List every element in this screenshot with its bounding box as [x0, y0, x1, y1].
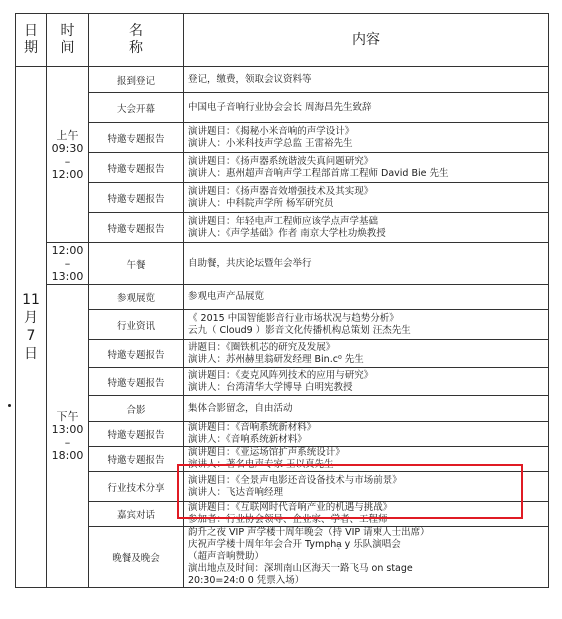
session-content [184, 183, 549, 213]
session-name: 大会开幕 [89, 93, 184, 123]
session-name: 特邀专题报告 [89, 340, 184, 368]
session-content [184, 527, 549, 588]
header-date-char-2: 期 [24, 40, 38, 56]
content-line: 演讲人：惠州超声音响声学工程部首席工程师 David Bie 先生 [188, 167, 449, 179]
header-time-char-1: 时 [60, 23, 75, 39]
date-part: 11 [22, 292, 40, 308]
time-part: – [64, 257, 71, 270]
header-row [16, 14, 549, 67]
table-row [16, 340, 549, 368]
content-line: 自助餐，共庆论坛暨年会举行 [188, 257, 312, 269]
session-content [184, 153, 549, 183]
content-line: 演讲人：《声学基础》作者 南京大学杜功焕教授 [188, 227, 386, 239]
content-line: 登记，缴费，领取会议资料等 [188, 73, 312, 85]
header-name-char-2: 称 [129, 40, 143, 56]
content-line: 演讲人：小米科技声学总监 王雷裕先生 [188, 137, 353, 149]
session-content [184, 93, 549, 123]
content-line: 演讲题目：《全景声电影还音设备技术与市场前景》 [188, 474, 402, 486]
session-content [184, 447, 549, 472]
session-name: 特邀专题报告 [89, 153, 184, 183]
session-content [184, 340, 549, 368]
table-row [16, 213, 549, 243]
session-content [184, 310, 549, 340]
time-cell [47, 67, 89, 243]
header-time [47, 14, 89, 67]
time-part: 12:00 [51, 167, 84, 181]
content-line: 集体合影留念，自由活动 [188, 402, 293, 414]
session-name: 特邀专题报告 [89, 123, 184, 153]
session-name: 特邀专题报告 [89, 447, 184, 472]
content-line: 演讲题目：《麦克风阵列技术的应用与研究》 [188, 369, 374, 381]
time-part: 09:30 [51, 141, 84, 155]
table-row [16, 368, 549, 396]
content-line: 中国电子音响行业协会会长 周海昌先生致辞 [188, 101, 372, 113]
table-row [16, 472, 549, 502]
session-name: 晚餐及晚会 [89, 527, 184, 588]
content-line: 演讲人：苏州赫里翁研发经理 Bin.c⁰ 先生 [188, 353, 364, 365]
table-row [16, 67, 549, 93]
content-line: 演讲人：飞达音响经理 [188, 486, 284, 498]
session-content [184, 243, 549, 285]
table-row [16, 183, 549, 213]
session-content [184, 123, 549, 153]
session-content [184, 285, 549, 310]
table-row [16, 447, 549, 472]
margin-dot [8, 404, 11, 407]
time-part: 13:00 [51, 423, 84, 436]
time-part: – [64, 436, 71, 449]
session-content [184, 213, 549, 243]
table-row [16, 285, 549, 310]
content-line: 《 2015 中国智能影音行业市场状况与趋势分析》 [188, 312, 399, 324]
schedule-table [15, 13, 549, 588]
table-row [16, 123, 549, 153]
content-line: 演讲题目：《扬声器系统谐波失真问题研究》 [188, 155, 374, 167]
table-row [16, 502, 549, 527]
header-name [89, 14, 184, 67]
time-part: 18:00 [51, 449, 84, 462]
time-part: 上午 [56, 128, 79, 142]
session-content [184, 67, 549, 93]
session-name: 特邀专题报告 [89, 368, 184, 396]
time-part: 13:00 [51, 270, 84, 283]
content-line: 演讲题目：《揭秘小米音响的声学设计》 [188, 125, 355, 137]
session-content [184, 472, 549, 502]
session-name: 特邀专题报告 [89, 183, 184, 213]
time-part: 下午 [56, 410, 79, 423]
session-content [184, 502, 549, 527]
session-name: 特邀专题报告 [89, 213, 184, 243]
content-line: 韵升之夜 VIP 声学楼十周年晚会（持 VIP 请柬人士出席） [188, 527, 430, 538]
content-line: 演讲人：著名电声专家 王以真先生 [188, 459, 334, 470]
content-line: 演出地点及时间：深圳南山区海天一路飞马 on stage [188, 563, 413, 574]
table-row [16, 527, 549, 588]
content-line: 云九（ Cloud9 ）影音文化传播机构总策划 汪杰先生 [188, 324, 411, 336]
time-part: 12:00 [51, 244, 84, 257]
content-line: 参观电声产品展览 [188, 291, 265, 302]
content-line: 演讲人：台湾清华大学博导 白明宪教授 [188, 381, 353, 393]
table-row [16, 153, 549, 183]
date-part: 日 [24, 346, 38, 362]
session-name: 参观展览 [89, 285, 184, 310]
session-name: 报到登记 [89, 67, 184, 93]
content-line: 演讲题目：《亚运场馆扩声系统设计》 [188, 447, 345, 458]
content-line: 演讲题目：《扬声器音效增强技术及其实现》 [188, 185, 374, 197]
time-cell [47, 285, 89, 588]
content-line: 演讲题目：年轻电声工程师应该学点声学基础 [188, 215, 379, 227]
header-date [16, 14, 47, 67]
content-line: 演讲题目：《音响系统新材料》 [188, 422, 317, 433]
header-name-char-1: 名 [129, 23, 143, 39]
content-line: （超声音响赞助） [188, 551, 265, 562]
table-row [16, 243, 549, 285]
session-name: 合影 [89, 396, 184, 422]
table-row [16, 422, 549, 447]
session-name: 行业技术分享 [89, 472, 184, 502]
session-name: 特邀专题报告 [89, 422, 184, 447]
content-line: 演讲人：《音响系统新材料》 [188, 434, 307, 445]
session-name: 嘉宾对话 [89, 502, 184, 527]
content-line: 演讲题目：《互联网时代音响产业的机遇与挑战》 [188, 502, 393, 513]
content-line: 讲题目：《圈铁机芯的研究及发展》 [188, 341, 336, 353]
table-row [16, 310, 549, 340]
table-row [16, 396, 549, 422]
header-content: 内容 [184, 14, 549, 67]
date-part: 7 [26, 328, 36, 344]
session-name: 午餐 [89, 243, 184, 285]
date-part: 月 [24, 310, 38, 326]
table-row [16, 93, 549, 123]
time-cell [47, 243, 89, 285]
session-content [184, 422, 549, 447]
session-name: 行业资讯 [89, 310, 184, 340]
content-line: 庆祝声学楼十周年年会合开 Tympha᷊ y 乐队演唱会 [188, 539, 401, 550]
content-line: 20:30=24:0 0 凭票入场） [188, 575, 305, 586]
content-line: 演讲人：中科院声学所 杨军研究员 [188, 197, 334, 209]
content-line: 参加者：行业协会领导、企业家、学者、工程师 [188, 514, 388, 525]
session-content [184, 396, 549, 422]
time-part: – [64, 154, 71, 168]
date-cell [16, 67, 47, 588]
header-date-char-1: 日 [24, 23, 38, 39]
header-time-char-2: 间 [60, 40, 75, 56]
session-content [184, 368, 549, 396]
